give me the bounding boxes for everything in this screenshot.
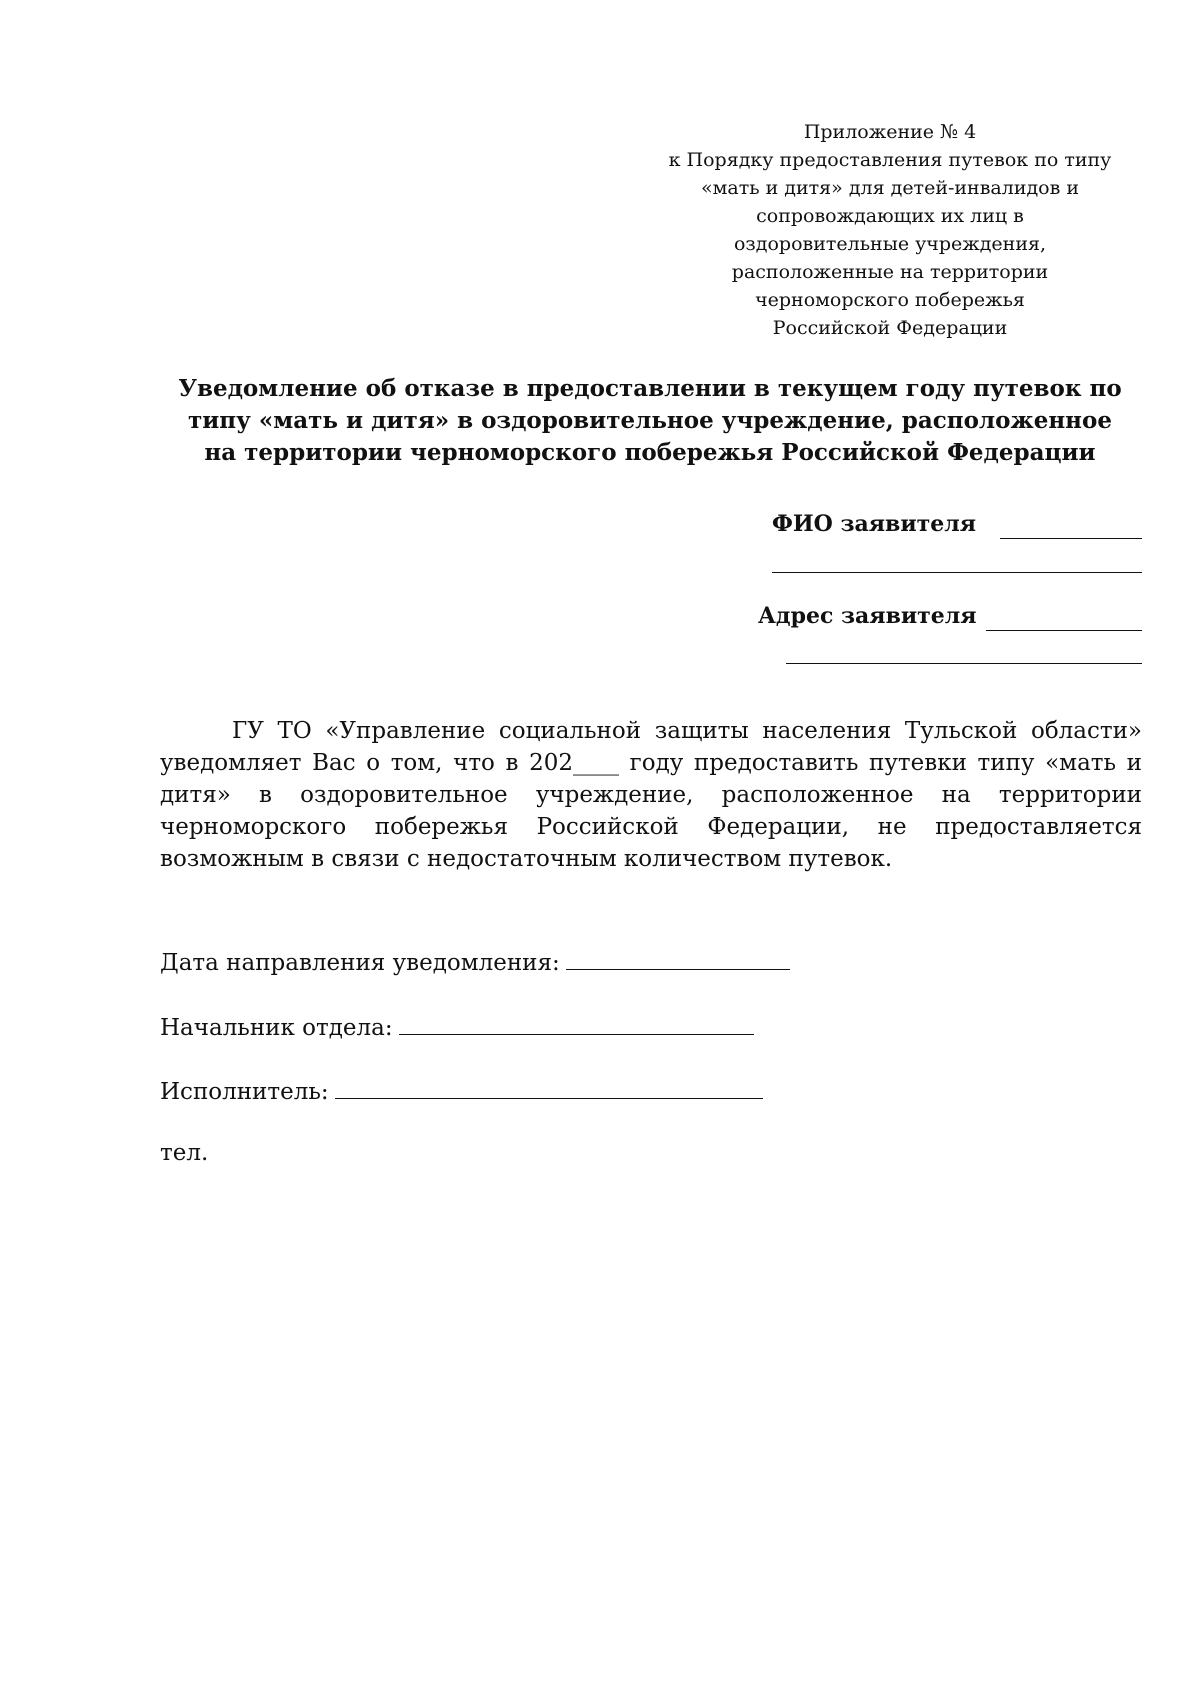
appendix-block [650,118,1130,342]
appendix-line: «мать и дитя» для детей-инвалидов и [700,177,1080,199]
date-label: Дата направления уведомления: [160,950,560,976]
title-line: типу «мать и дитя» в оздоровительное учреждение, расположенное [188,407,1112,434]
document-title [150,373,1150,469]
title-line: Уведомление об отказе в предоставлении в текущем году путевок по [178,375,1122,402]
notification-paragraph: ГУ ТО «Управление социальной защиты населения Тульской области» уведомляет Вас о том, что в 202____ году предоставить путевки типу «мать и дитя» в оздоровительное учреждение, расположенное на территории черноморского побережья Российской Федерации, не предоставляется возможным в связи с недостаточным количеством путевок. [160,718,1142,872]
head-signature-field[interactable] [399,1012,754,1035]
appendix-line: Российской Федерации [772,317,1008,339]
date-row [160,947,790,976]
title-line: на территории черноморского побережья Российской Федерации [204,439,1096,466]
applicant-fio-line-1[interactable] [1000,538,1142,539]
applicant-fio-line-2[interactable] [772,572,1142,573]
date-field[interactable] [566,947,790,970]
phone-label: тел. [160,1140,209,1166]
executor-field[interactable] [335,1076,763,1099]
appendix-line: оздоровительные учреждения, [733,233,1047,255]
executor-row [160,1076,763,1105]
applicant-address-label: Адрес заявителя [758,603,977,629]
appendix-line: черноморского побережья [755,289,1025,311]
appendix-line: Приложение № 4 [803,121,977,143]
appendix-line: к Порядку предоставления путевок по типу [668,149,1112,171]
applicant-address-line-2[interactable] [786,663,1142,664]
head-label: Начальник отдела: [160,1015,393,1041]
applicant-fio-label: ФИО заявителя [772,511,977,537]
executor-label: Исполнитель: [160,1079,329,1105]
appendix-line: сопровождающих их лиц в [756,205,1024,227]
head-row [160,1012,754,1041]
appendix-line: расположенные на территории [731,261,1049,283]
applicant-address-line-1[interactable] [986,630,1142,631]
